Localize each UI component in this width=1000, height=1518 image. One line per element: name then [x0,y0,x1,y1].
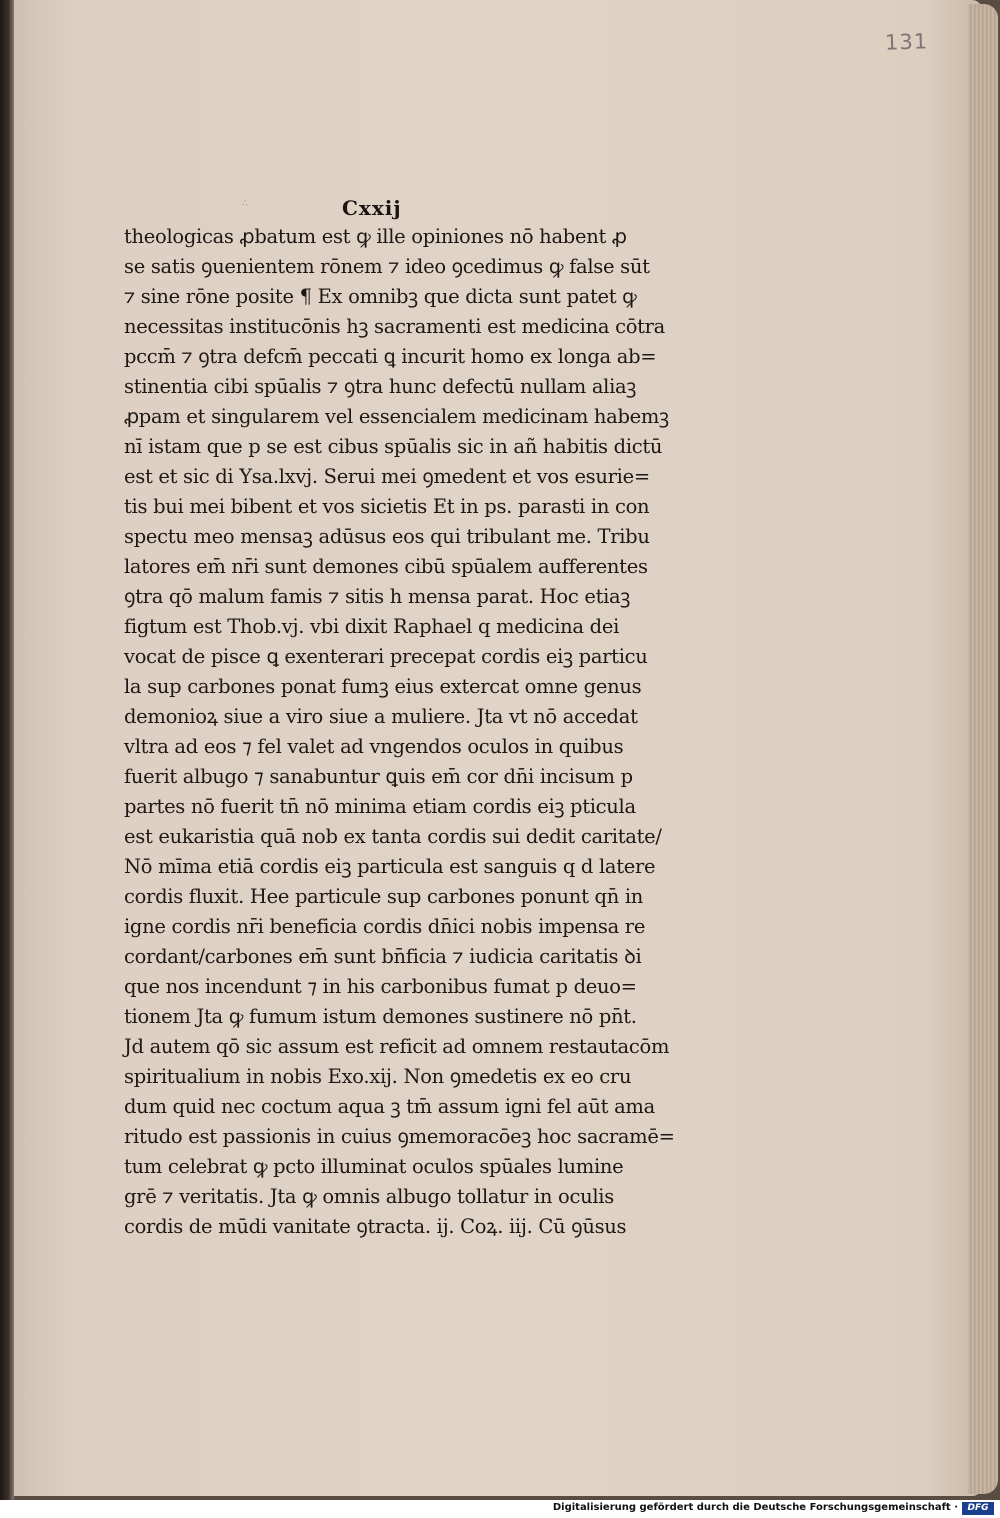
text-line: tis bui mei bibent et vos sicietis Et in ps. parasti in con [124,495,650,518]
text-line: spiritualium in nobis Exo.xij. Non ꝯmedetis ex eo cru [124,1065,632,1088]
page-edges [968,4,998,1494]
text-line: cordant/carbones em̄ sunt bn̄ficia ⁊ iudicia caritatis ꝺi [124,945,642,968]
text-line: est eukaristia quā nob ex tanta cordis sui dedit caritate/ [124,825,662,848]
page-heading: Cxxij [342,196,402,220]
text-line: fuerit albugo ⁊ sanabuntur ꝗuis em̄ cor dn̄i incisum p [124,765,633,788]
text-line: necessitas institucōnis hꝫ sacramenti est medicina cōtra [124,315,666,338]
binding-gutter [0,0,14,1500]
text-line: stinentia cibi spūalis ⁊ ꝯtra hunc defectū nullam aliaꝫ [124,375,637,398]
footer-bar [0,1500,1000,1518]
text-line: la sup carbones ponat fumꝫ eius extercat omne genus [124,675,642,698]
text-line: latores em̄ nr̄i sunt demones cibū spūalem aufferentes [124,555,648,578]
text-line: tum celebrat ꝙ pcto illuminat oculos spūales lumine [124,1155,624,1178]
text-line: Jd autem qō sic assum est reficit ad omnem restautacōm [124,1035,670,1058]
text-line: igne cordis nr̄i beneficia cordis dn̄ici nobis impensa re [124,915,646,938]
text-line: Nō mīma etiā cordis eiꝫ particula est sanguis q d latere [124,855,656,878]
text-block [124,222,684,1242]
text-line: ⁊ sine rōne posite ¶ Ex omnibꝫ que dicta sunt patet ꝙ [124,285,637,308]
text-line: vocat de pisce ꝗ exenterari precepat cordis eiꝫ particu [124,645,648,668]
text-line: partes nō fuerit tn̄ nō minima etiam cordis eiꝫ pticula [124,795,636,818]
text-line: theologicas ꝓbatum est ꝙ ille opiniones nō habent ꝓ [124,225,627,248]
book-page [14,0,982,1496]
text-line: spectu meo mensaꝫ adūsus eos qui tribulant me. Tribu [124,525,650,548]
text-line: cordis fluxit. Hee particule sup carbones ponunt qn̄ in [124,885,644,908]
text-line: pccm̄ ⁊ ꝯtra defcm̄ peccati ꝗ incurit homo ex longa ab= [124,345,657,368]
text-line: grē ⁊ veritatis. Jta ꝙ omnis albugo tollatur in oculis [124,1185,614,1208]
printer-mark: ∴ [242,199,248,209]
text-line: tionem Jta ꝙ fumum istum demones sustinere nō pn̄t. [124,1005,637,1028]
text-line: vltra ad eos ⁊ fel valet ad vngendos oculos in quibus [124,735,624,758]
text-line: demonioꝝ siue a viro siue a muliere. Jta vt nō accedat [124,705,638,728]
dfg-logo: DFG [962,1502,994,1515]
text-line: se satis ꝯuenientem rōnem ⁊ ideo ꝯcedimus ꝙ false sūt [124,255,650,278]
footer-credit: Digitalisierung gefördert durch die Deutsche Forschungsgemeinschaft · [552,1502,958,1513]
text-line: que nos incendunt ⁊ in his carbonibus fumat p deuo= [124,975,637,998]
text-line: ritudo est passionis in cuius ꝯmemoracōeꝫ hoc sacramē= [124,1125,675,1148]
folio-number: 131 [884,29,929,55]
text-line: figtum est Thob.vj. vbi dixit Raphael q medicina dei [124,615,619,638]
text-line: ꝓpam et singularem vel essencialem medicinam habemꝫ [124,405,669,428]
text-line: dum quid nec coctum aqua ꝫ tm̄ assum igni fel aūt ama [124,1095,655,1118]
text-line: cordis de mūdi vanitate ꝯtracta. ij. Coꝝ. iij. Cū ꝯūsus [124,1215,627,1238]
text-line: ꝯtra qō malum famis ⁊ sitis h mensa parat. Hoc etiaꝫ [124,585,631,608]
text-line: nī istam que p se est cibus spūalis sic in añ habitis dictū [124,435,663,458]
text-line: est et sic di Ysa.lxvj. Serui mei ꝯmedent et vos esurie= [124,465,650,488]
